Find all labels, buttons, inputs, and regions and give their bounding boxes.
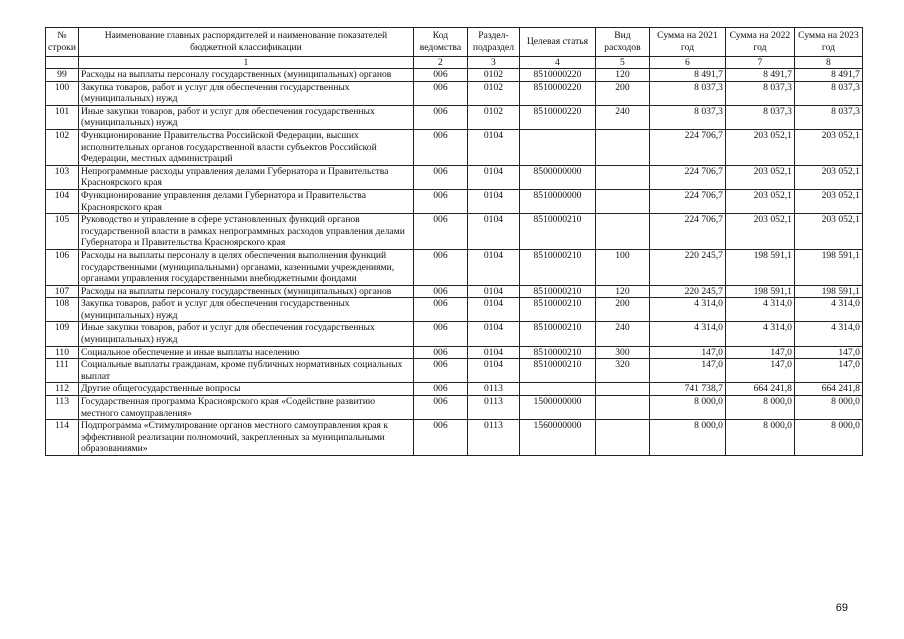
target-item-cell: 8510000210 [519, 298, 595, 322]
sum-2021-cell: 8 037,3 [649, 105, 725, 129]
sum-2023-cell: 8 037,3 [794, 105, 862, 129]
header-target-item: Целевая статья [519, 28, 595, 57]
sum-2022-cell: 8 000,0 [725, 396, 794, 420]
table-row [46, 298, 863, 322]
header-sum-2023: Сумма на 2023 год [794, 28, 862, 57]
column-number: 8 [794, 57, 862, 69]
sum-2022-cell: 4 314,0 [725, 322, 794, 346]
table-row [46, 420, 863, 456]
target-item-cell: 8510000210 [519, 346, 595, 359]
target-item-cell: 8510000000 [519, 189, 595, 213]
sum-2023-cell: 8 491,7 [794, 69, 862, 82]
dept-code-cell: 006 [413, 189, 467, 213]
expense-type-cell: 240 [595, 105, 649, 129]
sum-2021-cell: 741 738,7 [649, 383, 725, 396]
header-name: Наименование главных распорядителей и наименование показателей бюджетной классификации [78, 28, 413, 57]
section-cell: 0113 [467, 396, 519, 420]
expense-type-cell: 100 [595, 249, 649, 285]
sum-2021-cell: 220 245,7 [649, 249, 725, 285]
table-row [46, 165, 863, 189]
row-number-cell: 114 [46, 420, 79, 456]
header-sum-2022: Сумма на 2022 год [725, 28, 794, 57]
section-cell: 0102 [467, 69, 519, 82]
table-row [46, 396, 863, 420]
column-number: 7 [725, 57, 794, 69]
row-name-cell: Расходы на выплаты персоналу государственных (муниципальных) органов [78, 285, 413, 298]
row-name-cell: Функционирование Правительства Российской Федерации, высших исполнительных органов государственной власти субъектов Российской Федерации, местных администраций [78, 129, 413, 165]
row-name-cell: Социальное обеспечение и иные выплаты населению [78, 346, 413, 359]
sum-2022-cell: 8 000,0 [725, 420, 794, 456]
section-cell: 0113 [467, 383, 519, 396]
sum-2023-cell: 4 314,0 [794, 322, 862, 346]
sum-2023-cell: 198 591,1 [794, 285, 862, 298]
sum-2022-cell: 8 037,3 [725, 105, 794, 129]
dept-code-cell: 006 [413, 214, 467, 250]
column-number-row [46, 57, 863, 69]
sum-2022-cell: 8 491,7 [725, 69, 794, 82]
sum-2021-cell: 8 000,0 [649, 396, 725, 420]
section-cell: 0104 [467, 249, 519, 285]
row-name-cell: Государственная программа Красноярского края «Содействие развитию местного самоуправления» [78, 396, 413, 420]
sum-2023-cell: 198 591,1 [794, 249, 862, 285]
budget-page [45, 27, 863, 456]
row-name-cell: Иные закупки товаров, работ и услуг для обеспечения государственных (муниципальных) нужд [78, 322, 413, 346]
table-row [46, 322, 863, 346]
section-cell: 0104 [467, 359, 519, 383]
expense-type-cell: 300 [595, 346, 649, 359]
dept-code-cell: 006 [413, 346, 467, 359]
expense-type-cell [595, 214, 649, 250]
row-number-cell: 113 [46, 396, 79, 420]
row-number-cell: 99 [46, 69, 79, 82]
sum-2023-cell: 203 052,1 [794, 129, 862, 165]
section-cell: 0104 [467, 298, 519, 322]
row-name-cell: Другие общегосударственные вопросы [78, 383, 413, 396]
column-number: 4 [519, 57, 595, 69]
row-number-cell: 104 [46, 189, 79, 213]
table-row [46, 383, 863, 396]
header-dept-code: Код ведомства [413, 28, 467, 57]
section-cell: 0104 [467, 346, 519, 359]
table-row [46, 346, 863, 359]
section-cell: 0104 [467, 285, 519, 298]
sum-2022-cell: 8 037,3 [725, 81, 794, 105]
table-row [46, 129, 863, 165]
column-number: 5 [595, 57, 649, 69]
target-item-cell: 8510000220 [519, 105, 595, 129]
target-item-cell: 8510000210 [519, 214, 595, 250]
dept-code-cell: 006 [413, 396, 467, 420]
sum-2021-cell: 224 706,7 [649, 214, 725, 250]
row-name-cell: Закупка товаров, работ и услуг для обеспечения государственных (муниципальных) нужд [78, 298, 413, 322]
dept-code-cell: 006 [413, 129, 467, 165]
target-item-cell: 1500000000 [519, 396, 595, 420]
target-item-cell: 8510000220 [519, 81, 595, 105]
section-cell: 0102 [467, 81, 519, 105]
section-cell: 0104 [467, 165, 519, 189]
row-name-cell: Руководство и управление в сфере установленных функций органов государственной власти в рамках непрограммных расходов управления делами Губернатора и Правительства Красноярского края [78, 214, 413, 250]
table-header-row [46, 28, 863, 57]
row-number-cell: 107 [46, 285, 79, 298]
header-sum-2021: Сумма на 2021 год [649, 28, 725, 57]
target-item-cell: 8500000000 [519, 165, 595, 189]
expense-type-cell [595, 420, 649, 456]
row-number-cell: 101 [46, 105, 79, 129]
sum-2023-cell: 147,0 [794, 346, 862, 359]
row-number-cell: 102 [46, 129, 79, 165]
expense-type-cell: 320 [595, 359, 649, 383]
sum-2021-cell: 147,0 [649, 346, 725, 359]
sum-2021-cell: 224 706,7 [649, 129, 725, 165]
expense-type-cell [595, 165, 649, 189]
dept-code-cell: 006 [413, 383, 467, 396]
sum-2022-cell: 203 052,1 [725, 165, 794, 189]
row-number-cell: 103 [46, 165, 79, 189]
sum-2021-cell: 147,0 [649, 359, 725, 383]
target-item-cell: 8510000210 [519, 249, 595, 285]
sum-2023-cell: 8 000,0 [794, 396, 862, 420]
sum-2022-cell: 664 241,8 [725, 383, 794, 396]
row-number-cell: 100 [46, 81, 79, 105]
sum-2021-cell: 8 037,3 [649, 81, 725, 105]
expense-type-cell: 240 [595, 322, 649, 346]
dept-code-cell: 006 [413, 69, 467, 82]
table-row [46, 285, 863, 298]
column-number [46, 57, 79, 69]
header-expense-type: Вид расходов [595, 28, 649, 57]
sum-2023-cell: 664 241,8 [794, 383, 862, 396]
expense-type-cell: 120 [595, 69, 649, 82]
sum-2023-cell: 4 314,0 [794, 298, 862, 322]
header-row-number: № строки [46, 28, 79, 57]
column-number: 3 [467, 57, 519, 69]
row-name-cell: Социальные выплаты гражданам, кроме публичных нормативных социальных выплат [78, 359, 413, 383]
target-item-cell: 8510000210 [519, 285, 595, 298]
sum-2021-cell: 8 491,7 [649, 69, 725, 82]
section-cell: 0104 [467, 322, 519, 346]
row-name-cell: Иные закупки товаров, работ и услуг для обеспечения государственных (муниципальных) нужд [78, 105, 413, 129]
expense-type-cell [595, 189, 649, 213]
sum-2021-cell: 4 314,0 [649, 322, 725, 346]
target-item-cell: 8510000210 [519, 359, 595, 383]
target-item-cell [519, 383, 595, 396]
column-number: 6 [649, 57, 725, 69]
sum-2021-cell: 224 706,7 [649, 189, 725, 213]
table-row [46, 189, 863, 213]
dept-code-cell: 006 [413, 420, 467, 456]
sum-2022-cell: 147,0 [725, 346, 794, 359]
column-number: 1 [78, 57, 413, 69]
sum-2022-cell: 198 591,1 [725, 249, 794, 285]
row-number-cell: 111 [46, 359, 79, 383]
table-row [46, 69, 863, 82]
page-number: 69 [835, 602, 848, 614]
dept-code-cell: 006 [413, 298, 467, 322]
sum-2022-cell: 203 052,1 [725, 189, 794, 213]
sum-2022-cell: 147,0 [725, 359, 794, 383]
sum-2023-cell: 8 000,0 [794, 420, 862, 456]
dept-code-cell: 006 [413, 165, 467, 189]
sum-2023-cell: 8 037,3 [794, 81, 862, 105]
row-name-cell: Закупка товаров, работ и услуг для обеспечения государственных (муниципальных) нужд [78, 81, 413, 105]
target-item-cell: 8510000210 [519, 322, 595, 346]
expense-type-cell: 120 [595, 285, 649, 298]
header-section: Раздел-подраздел [467, 28, 519, 57]
sum-2022-cell: 203 052,1 [725, 214, 794, 250]
row-number-cell: 106 [46, 249, 79, 285]
expense-type-cell: 200 [595, 81, 649, 105]
target-item-cell [519, 129, 595, 165]
row-number-cell: 112 [46, 383, 79, 396]
table-row [46, 359, 863, 383]
sum-2022-cell: 4 314,0 [725, 298, 794, 322]
expense-type-cell [595, 396, 649, 420]
budget-table [45, 27, 863, 456]
dept-code-cell: 006 [413, 81, 467, 105]
row-name-cell: Функционирование управления делами Губернатора и Правительства Красноярского края [78, 189, 413, 213]
column-number: 2 [413, 57, 467, 69]
section-cell: 0104 [467, 214, 519, 250]
section-cell: 0113 [467, 420, 519, 456]
sum-2021-cell: 220 245,7 [649, 285, 725, 298]
sum-2021-cell: 224 706,7 [649, 165, 725, 189]
table-row [46, 81, 863, 105]
row-number-cell: 108 [46, 298, 79, 322]
dept-code-cell: 006 [413, 359, 467, 383]
sum-2023-cell: 147,0 [794, 359, 862, 383]
sum-2023-cell: 203 052,1 [794, 214, 862, 250]
section-cell: 0102 [467, 105, 519, 129]
sum-2021-cell: 8 000,0 [649, 420, 725, 456]
target-item-cell: 8510000220 [519, 69, 595, 82]
row-number-cell: 105 [46, 214, 79, 250]
dept-code-cell: 006 [413, 322, 467, 346]
table-row [46, 105, 863, 129]
row-number-cell: 110 [46, 346, 79, 359]
sum-2022-cell: 198 591,1 [725, 285, 794, 298]
section-cell: 0104 [467, 129, 519, 165]
row-name-cell: Подпрограмма «Стимулирование органов местного самоуправления края к эффективной реализации полномочий, закрепленных за муниципальными образованиями» [78, 420, 413, 456]
row-number-cell: 109 [46, 322, 79, 346]
sum-2023-cell: 203 052,1 [794, 165, 862, 189]
table-row [46, 249, 863, 285]
target-item-cell: 1560000000 [519, 420, 595, 456]
expense-type-cell [595, 129, 649, 165]
expense-type-cell: 200 [595, 298, 649, 322]
row-name-cell: Расходы на выплаты персоналу государственных (муниципальных) органов [78, 69, 413, 82]
expense-type-cell [595, 383, 649, 396]
row-name-cell: Непрограммные расходы управления делами Губернатора и Правительства Красноярского края [78, 165, 413, 189]
dept-code-cell: 006 [413, 285, 467, 298]
section-cell: 0104 [467, 189, 519, 213]
dept-code-cell: 006 [413, 249, 467, 285]
sum-2021-cell: 4 314,0 [649, 298, 725, 322]
dept-code-cell: 006 [413, 105, 467, 129]
row-name-cell: Расходы на выплаты персоналу в целях обеспечения выполнения функций государственными (муниципальными) органами, казенными учреждениями, органами управления государственными внебюджетными фондами [78, 249, 413, 285]
table-row [46, 214, 863, 250]
sum-2022-cell: 203 052,1 [725, 129, 794, 165]
sum-2023-cell: 203 052,1 [794, 189, 862, 213]
